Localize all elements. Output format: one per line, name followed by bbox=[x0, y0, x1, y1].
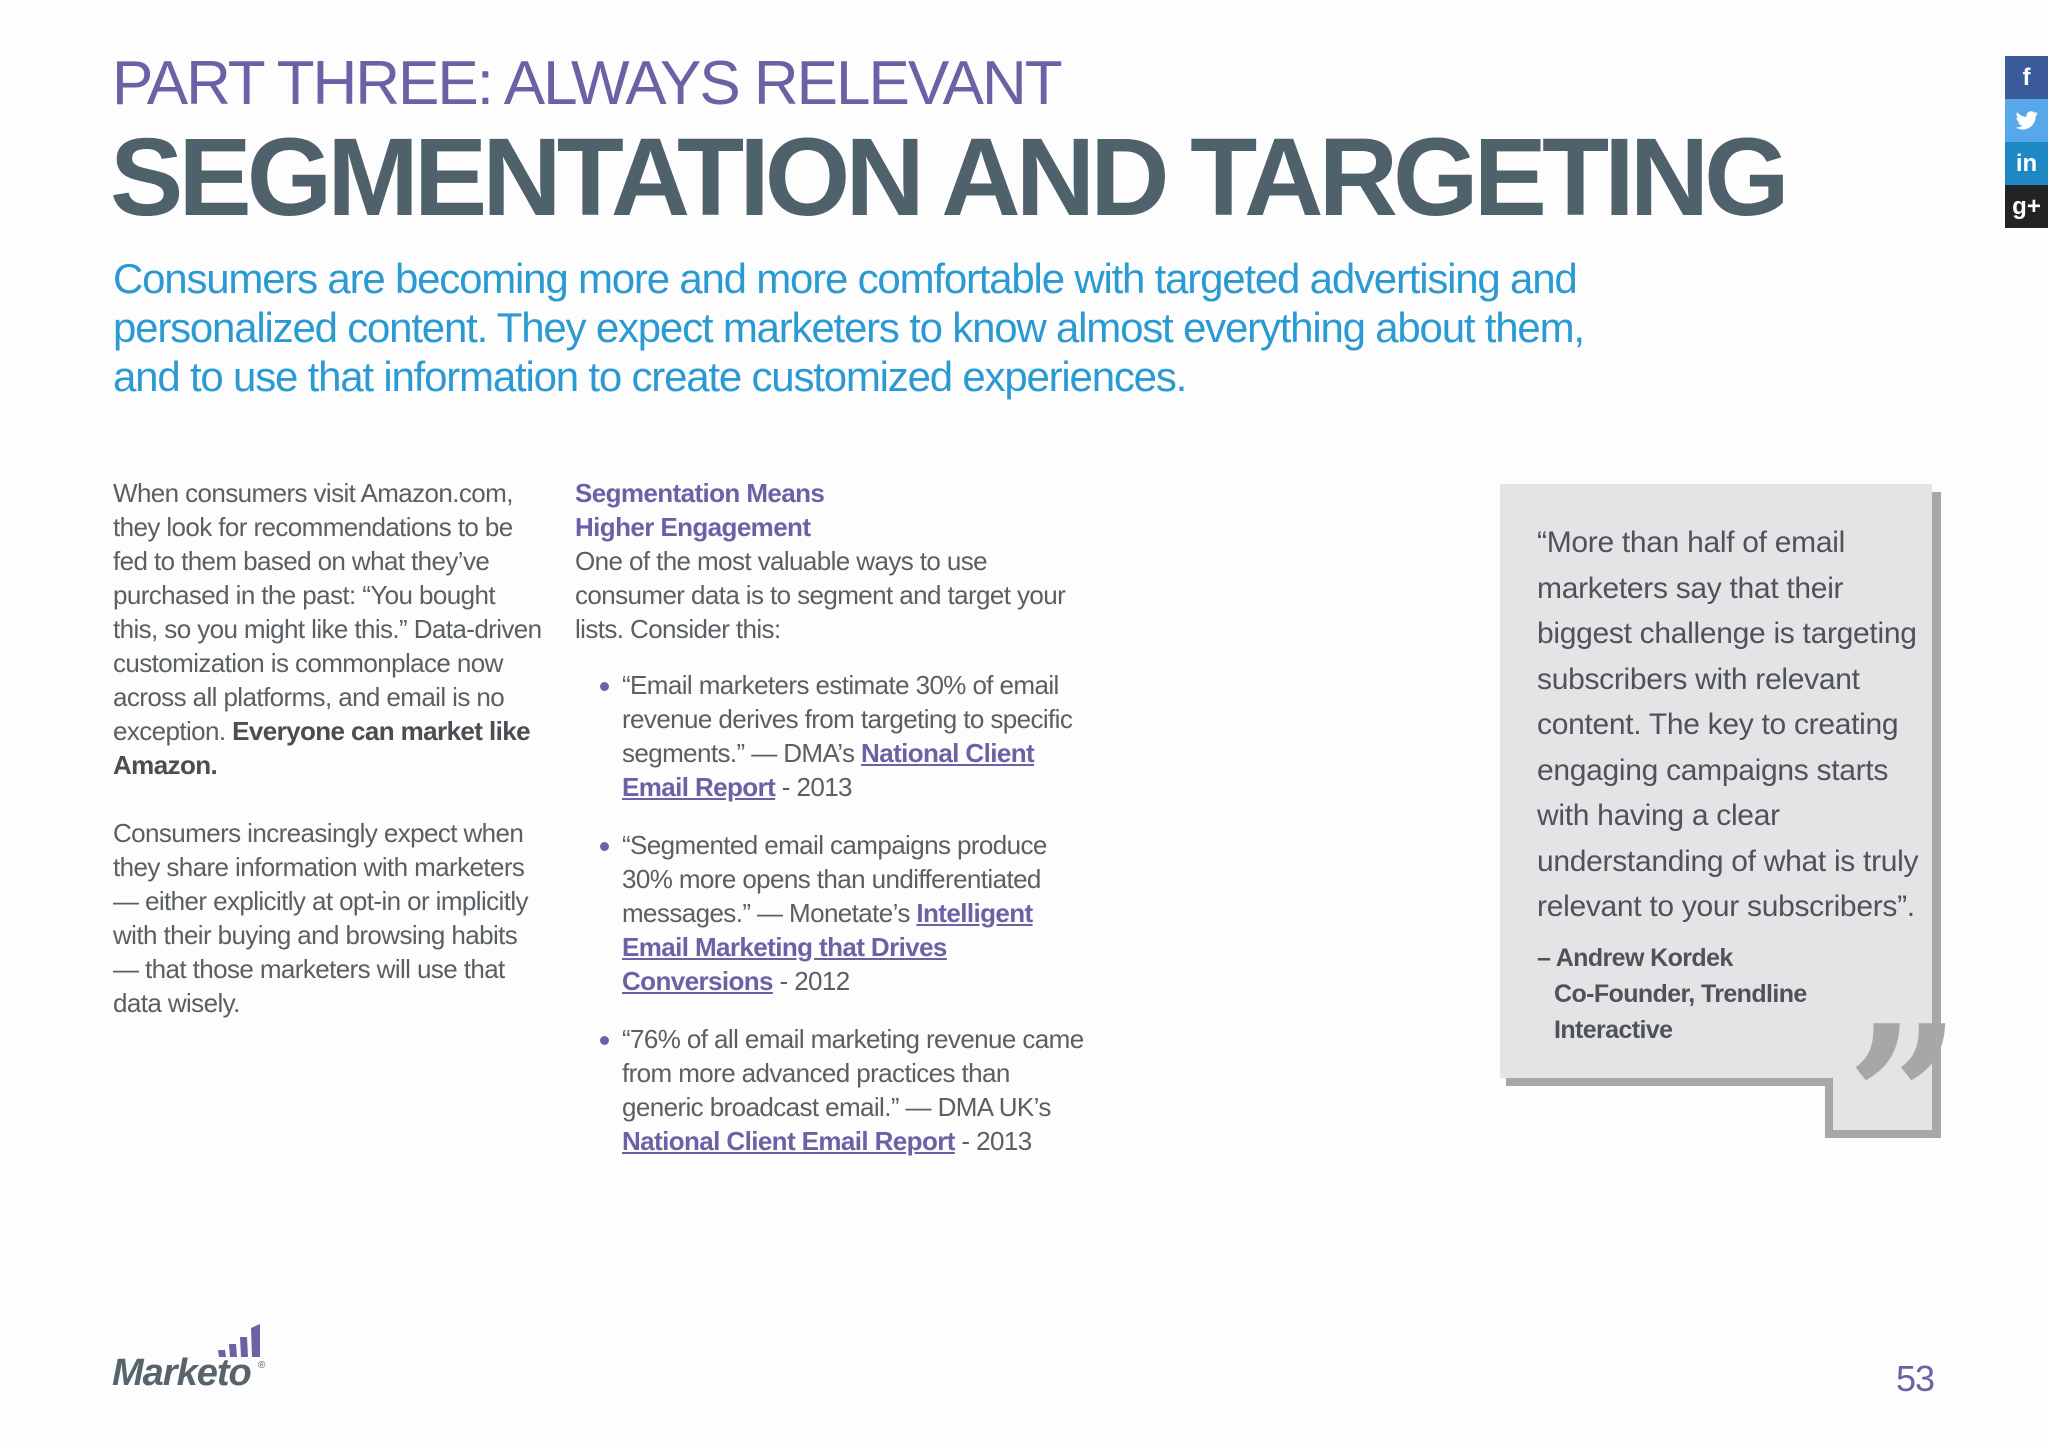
section-kicker: PART THREE: ALWAYS RELEVANT bbox=[112, 49, 1061, 118]
pull-quote-shadow bbox=[1825, 1078, 1833, 1138]
twitter-icon bbox=[2015, 111, 2039, 131]
stat-year: - 2012 bbox=[772, 966, 850, 996]
section-intro: One of the most valuable ways to use consumer data is to segment and target your lists. Consider this: bbox=[575, 546, 1066, 644]
pull-quote-shadow bbox=[1506, 1078, 1831, 1086]
stat-quote: “Segmented email campaigns produce 30% more opens than undifferentiated messages.” — Monetate’s bbox=[622, 830, 1047, 928]
bullet-icon bbox=[600, 1036, 609, 1045]
closing-quote-icon: ” bbox=[1846, 982, 1962, 1217]
logo-wordmark: Marketo bbox=[112, 1352, 251, 1394]
lede-paragraph: Consumers are becoming more and more comfortable with targeted advertising and personalized content. They expect marketers to know almost everything about them, and to use that information to create customized experiences. bbox=[113, 255, 1584, 400]
logo-registered-mark: ® bbox=[258, 1360, 266, 1371]
pull-quote-author: – Andrew Kordek bbox=[1537, 944, 1733, 972]
stat-year: - 2013 bbox=[775, 772, 852, 802]
bullet-icon bbox=[600, 682, 609, 691]
pull-quote-text: “More than half of email marketers say that their biggest challenge is targeting subscribers with relevant content. The key to creating engaging campaigns starts with having a clear understanding of what is truly relevant to your subscribers”. bbox=[1537, 526, 1919, 923]
stat-year: - 2013 bbox=[954, 1126, 1032, 1156]
stat-quote: “76% of all email marketing revenue came from more advanced practices than generic broadcast email.” — DMA UK’s bbox=[622, 1024, 1084, 1122]
stats-list-item bbox=[575, 828, 1095, 998]
source-link[interactable]: National Client Email Report bbox=[622, 738, 1035, 802]
twitter-share-button[interactable] bbox=[2005, 99, 2048, 142]
page-number: 53 bbox=[1896, 1358, 1935, 1399]
section-heading-line2: Higher Engagement bbox=[575, 512, 811, 542]
second-paragraph: Consumers increasingly expect when they share information with marketers — either explicitly at opt-in or implicitly with their buying and browsing habits — that those marketers will use that data wisely. bbox=[113, 818, 528, 1018]
intro-paragraph bbox=[113, 476, 543, 782]
source-link[interactable]: Intelligent Email Marketing that Drives Conversions bbox=[622, 898, 1033, 996]
section-heading-line1: Segmentation Means bbox=[575, 478, 825, 508]
googleplus-icon: g+ bbox=[2012, 192, 2041, 220]
facebook-icon: f bbox=[2022, 63, 2031, 91]
social-share-bar bbox=[2005, 56, 2048, 228]
marketo-logo bbox=[112, 1326, 282, 1396]
column-left bbox=[113, 476, 543, 1054]
bullet-icon bbox=[600, 842, 609, 851]
intro-paragraph-text: When consumers visit Amazon.com, they look for recommendations to be fed to them based on what they’ve purchased in the past: “You bought this, so you might like this.” Data-driven customization is commonplace now across all platforms, and email is no exception. bbox=[113, 478, 542, 746]
stats-list-item bbox=[575, 1022, 1095, 1158]
linkedin-icon: in bbox=[2015, 149, 2038, 177]
facebook-share-button[interactable] bbox=[2005, 56, 2048, 99]
stat-quote: “Email marketers estimate 30% of email revenue derives from targeting to specific segments.” — DMA’s bbox=[622, 670, 1073, 768]
googleplus-share-button[interactable] bbox=[2005, 185, 2048, 228]
linkedin-share-button[interactable] bbox=[2005, 142, 2048, 185]
source-link[interactable]: National Client Email Report bbox=[622, 1126, 955, 1156]
intro-paragraph-emphasis: Everyone can market like Amazon. bbox=[113, 716, 530, 780]
pull-quote-role: Co-Founder, Trendline Interactive bbox=[1554, 980, 1807, 1044]
stats-list-item bbox=[575, 668, 1095, 804]
section-heading bbox=[575, 476, 1095, 544]
column-middle bbox=[575, 476, 1095, 1182]
page-title: SEGMENTATION AND TARGETING bbox=[110, 116, 1785, 239]
stats-list bbox=[575, 668, 1095, 1158]
